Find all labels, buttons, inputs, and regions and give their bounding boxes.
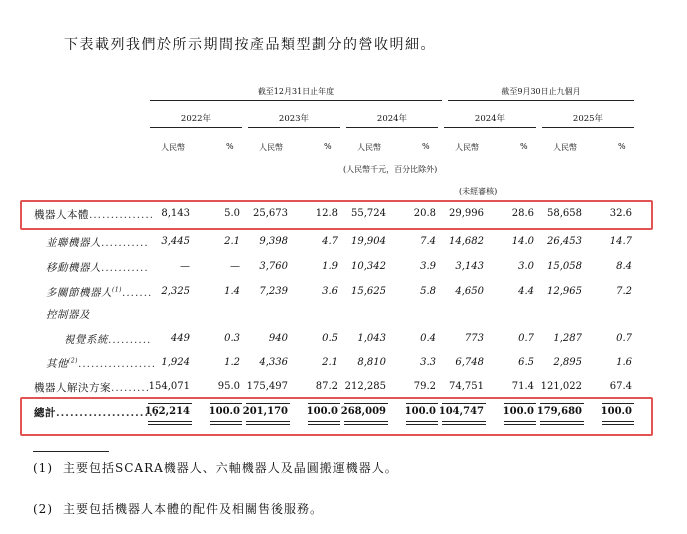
subtotal-rule [406,403,438,404]
cell-amount: 3,445 [161,236,190,247]
cell-percent: 0.7 [616,333,632,344]
cell-amount: 212,285 [344,381,386,392]
cell-percent: 87.2 [315,381,338,392]
cell-percent: 8.4 [616,261,632,272]
dot-leader: .......... [108,334,152,346]
cell-percent: 100.0 [600,406,632,417]
cell-amount: 4,650 [455,286,484,297]
cell-amount: 26,453 [547,236,582,247]
dot-leader: .................. [78,358,157,370]
subtotal-rule [246,403,290,404]
cell-percent: 71.4 [511,381,534,392]
cell-percent: 4.4 [518,286,534,297]
row-label-text: 視覺系統 [64,334,108,346]
year-rule [346,127,438,128]
cell-percent: 0.4 [420,333,436,344]
cell-percent: 4.7 [322,236,338,247]
year-header: 2025年 [572,114,604,124]
total-double-rule [210,421,242,422]
total-double-rule [504,421,536,422]
cell-percent: 28.6 [511,208,534,219]
subtotal-rule [442,403,486,404]
subtotal-rule [504,403,536,404]
footnote-2 [33,500,323,517]
col-pct-header: % [324,142,332,151]
cell-percent: 7.2 [616,286,632,297]
total-double-rule [344,421,388,422]
cell-percent: 0.3 [224,333,240,344]
year-header: 2024年 [474,114,506,124]
col-pct-header: % [226,142,234,151]
cell-percent: 100.0 [208,406,240,417]
cell-percent: 14.0 [511,236,534,247]
subtotal-rule [344,403,388,404]
cell-percent: 1.6 [616,357,632,368]
cell-percent: 7.4 [420,236,436,247]
cell-percent: 3.3 [420,357,436,368]
total-double-rule [406,421,438,422]
year-header: 2024年 [376,114,408,124]
cell-amount: 1,043 [357,333,386,344]
total-double-rule [602,424,634,425]
row-label-text: 機器人本體 [34,209,89,221]
col-rmb-header: 人民幣 [357,143,381,152]
dot-leader: ....... [122,287,153,299]
cell-amount: 162,214 [144,406,190,417]
cell-percent: — [230,261,240,272]
cell-percent: 0.5 [322,333,338,344]
year-rule [248,127,340,128]
cell-amount: 14,682 [449,236,484,247]
row-label-text: 總計 [34,407,56,419]
cell-amount: 12,965 [547,286,582,297]
group-header-annual: 截至12月31日止年度 [257,87,335,96]
cell-amount: 74,751 [449,381,484,392]
dot-leader: ........... [101,237,149,249]
cell-amount: 4,336 [259,357,288,368]
cell-amount: 3,143 [455,261,484,272]
row-label-text: 移動機器人 [46,262,101,274]
cell-percent: 100.0 [306,406,338,417]
cell-amount: — [180,261,190,272]
cell-percent: 2.1 [224,236,240,247]
cell-amount: 179,680 [536,406,582,417]
dot-leader: ............... [89,209,155,221]
cell-amount: 19,904 [351,236,386,247]
cell-amount: 1,287 [553,333,582,344]
cell-amount: 940 [268,333,288,344]
footnote-mark: (2) [33,502,53,516]
cell-amount: 201,170 [242,406,288,417]
cell-percent: 95.0 [217,381,240,392]
footnote-text: 主要包括SCARA機器人、六軸機器人及晶圓搬運機器人。 [63,461,398,475]
col-pct-header: % [618,142,626,151]
total-double-rule [442,424,486,425]
cell-percent: 3.9 [420,261,436,272]
cell-amount: 9,398 [259,236,288,247]
cell-amount: 6,748 [455,357,484,368]
col-rmb-header: 人民幣 [553,143,577,152]
footnote-text: 主要包括機器人本體的配件及相關售後服務。 [63,502,324,516]
cell-amount: 10,342 [351,261,386,272]
subtotal-rule [308,403,340,404]
subtotal-rule [540,403,584,404]
total-double-rule [210,424,242,425]
unit-note: (人民幣千元，百分比除外) [343,165,438,174]
dot-leader: ......... [111,382,151,394]
subtotal-rule [210,403,242,404]
group-rule-ninemonth [448,100,634,101]
cell-percent: 1.2 [224,357,240,368]
cell-percent: 3.0 [518,261,534,272]
footnote-mark: (1) [33,461,53,475]
total-double-rule [344,424,388,425]
cell-percent: 2.1 [322,357,338,368]
footnote-ref: (1) [112,286,122,294]
total-double-rule [246,421,290,422]
cell-percent: 1.4 [224,286,240,297]
cell-amount: 449 [170,333,190,344]
col-rmb-header: 人民幣 [161,143,185,152]
cell-percent: 20.8 [413,208,436,219]
unaudited-note: (未經審核) [459,187,498,196]
cell-percent: 6.5 [518,357,534,368]
row-label-text: 機器人解決方案 [34,382,111,394]
row-label-text: 並聯機器人 [46,237,101,249]
cell-percent: 14.7 [609,236,632,247]
cell-percent: 12.8 [315,208,338,219]
cell-amount: 121,022 [540,381,582,392]
cell-percent: 3.6 [322,286,338,297]
total-double-rule [540,421,584,422]
col-pct-header: % [422,142,430,151]
footnote-ref: (2) [68,357,78,365]
dot-leader: ........... [101,262,149,274]
cell-amount: 773 [464,333,484,344]
cell-percent: 32.6 [609,208,632,219]
total-double-rule [308,421,340,422]
total-double-rule [504,424,536,425]
cell-amount: 104,747 [438,406,484,417]
subtotal-rule [148,403,192,404]
row-label-text: 多關節機器人 [46,287,112,299]
cell-amount: 55,724 [351,208,386,219]
cell-amount: 8,810 [357,357,386,368]
cell-amount: 154,071 [148,381,190,392]
col-rmb-header: 人民幣 [259,143,283,152]
cell-amount: 29,996 [449,208,484,219]
col-pct-header: % [520,142,528,151]
cell-percent: 79.2 [413,381,436,392]
total-double-rule [246,424,290,425]
cell-amount: 175,497 [246,381,288,392]
group-header-ninemonth: 截至9月30日止九個月 [501,87,581,96]
group-rule-annual [150,100,442,101]
footnote-divider [33,451,109,452]
footnote-1 [33,459,398,476]
cell-amount: 1,924 [161,357,190,368]
cell-percent: 0.7 [518,333,534,344]
cell-amount: 58,658 [547,208,582,219]
total-double-rule [308,424,340,425]
cell-amount: 25,673 [253,208,288,219]
row-label [46,307,90,322]
cell-amount: 268,009 [340,406,386,417]
cell-amount: 15,625 [351,286,386,297]
cell-amount: 2,895 [553,357,582,368]
year-header: 2023年 [278,114,310,124]
year-rule [150,127,242,128]
year-rule [542,127,634,128]
subtotal-rule [602,403,634,404]
cell-percent: 5.0 [224,208,240,219]
cell-percent: 100.0 [404,406,436,417]
cell-amount: 3,760 [259,261,288,272]
year-header: 2022年 [180,114,212,124]
total-double-rule [540,424,584,425]
cell-amount: 7,239 [259,286,288,297]
total-double-rule [148,421,192,422]
row-label-text: 控制器及 [46,309,90,321]
dot-leader: ...................... [56,407,159,419]
cell-percent: 5.8 [420,286,436,297]
intro-text: 下表載列我們於所示期間按產品類型劃分的營收明細。 [64,37,436,53]
cell-amount: 8,143 [161,208,190,219]
col-rmb-header: 人民幣 [455,143,479,152]
total-double-rule [406,424,438,425]
cell-percent: 67.4 [609,381,632,392]
cell-percent: 100.0 [502,406,534,417]
cell-amount: 2,325 [161,286,190,297]
total-double-rule [442,421,486,422]
year-rule [444,127,536,128]
cell-amount: 15,058 [547,261,582,272]
row-label-text: 其他 [46,358,68,370]
total-double-rule [148,424,192,425]
cell-percent: 1.9 [322,261,338,272]
total-double-rule [602,421,634,422]
